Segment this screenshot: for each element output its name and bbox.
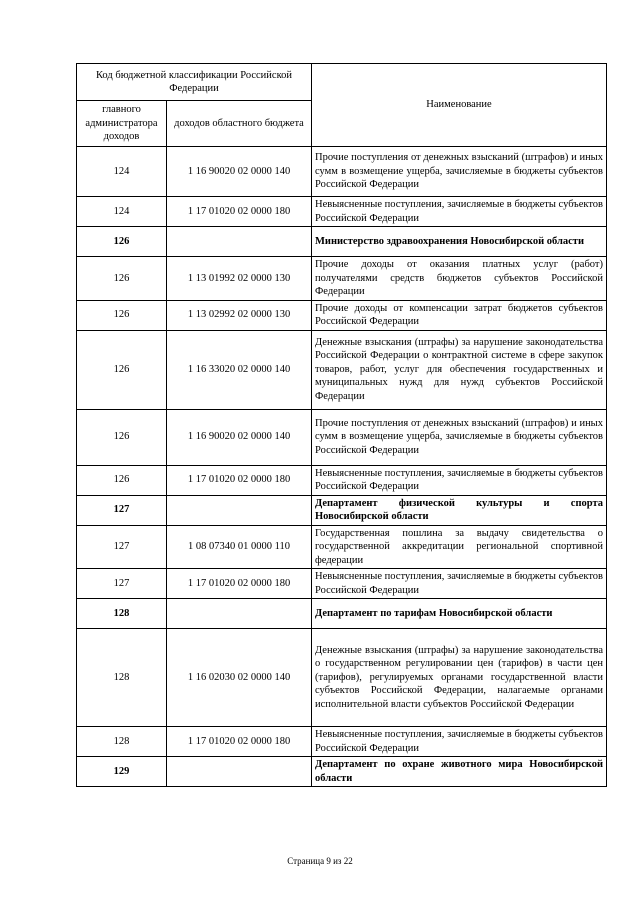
header-name: Наименование bbox=[312, 64, 607, 147]
name-cell: Министерство здравоохранения Новосибирской области bbox=[312, 227, 607, 257]
income-code-cell: 1 17 01020 02 0000 180 bbox=[167, 465, 312, 495]
page-number: Страница 9 из 22 bbox=[287, 856, 353, 866]
income-code-cell: 1 13 02992 02 0000 130 bbox=[167, 300, 312, 330]
admin-code-cell: 128 bbox=[77, 599, 167, 629]
income-code-cell bbox=[167, 495, 312, 525]
admin-code-cell: 126 bbox=[77, 465, 167, 495]
department-row bbox=[77, 599, 607, 629]
table-row bbox=[77, 629, 607, 727]
name-cell: Департамент по тарифам Новосибирской области bbox=[312, 599, 607, 629]
income-code-cell: 1 17 01020 02 0000 180 bbox=[167, 569, 312, 599]
name-cell: Невыясненные поступления, зачисляемые в бюджеты субъектов Российской Федерации bbox=[312, 197, 607, 227]
table-row bbox=[77, 727, 607, 757]
income-code-cell bbox=[167, 757, 312, 787]
name-cell: Департамент физической культуры и спорта Новосибирской области bbox=[312, 495, 607, 525]
department-row bbox=[77, 495, 607, 525]
admin-code-cell: 126 bbox=[77, 227, 167, 257]
name-cell: Прочие доходы от компенсации затрат бюджетов субъектов Российской Федерации bbox=[312, 300, 607, 330]
table-row bbox=[77, 300, 607, 330]
income-code-cell: 1 16 90020 02 0000 140 bbox=[167, 409, 312, 465]
income-code-cell: 1 13 01992 02 0000 130 bbox=[167, 257, 312, 301]
name-cell: Прочие поступления от денежных взысканий (штрафов) и иных сумм в возмещение ущерба, зачисляемые в бюджеты субъектов Российской Федерации bbox=[312, 409, 607, 465]
table-row bbox=[77, 330, 607, 409]
admin-code-cell: 127 bbox=[77, 525, 167, 569]
admin-code-cell: 124 bbox=[77, 197, 167, 227]
header-income-code: доходов областного бюджета bbox=[167, 101, 312, 147]
name-cell: Департамент по охране животного мира Новосибирской области bbox=[312, 757, 607, 787]
table-row bbox=[77, 525, 607, 569]
table-row bbox=[77, 257, 607, 301]
name-cell: Прочие доходы от оказания платных услуг (работ) получателями средств бюджетов субъектов Российской Федерации bbox=[312, 257, 607, 301]
admin-code-cell: 128 bbox=[77, 727, 167, 757]
income-code-cell: 1 16 02030 02 0000 140 bbox=[167, 629, 312, 727]
admin-code-cell: 126 bbox=[77, 330, 167, 409]
table-row bbox=[77, 569, 607, 599]
income-code-cell: 1 17 01020 02 0000 180 bbox=[167, 197, 312, 227]
department-row bbox=[77, 757, 607, 787]
admin-code-cell: 129 bbox=[77, 757, 167, 787]
name-cell: Невыясненные поступления, зачисляемые в бюджеты субъектов Российской Федерации bbox=[312, 569, 607, 599]
income-code-cell: 1 16 90020 02 0000 140 bbox=[167, 147, 312, 197]
admin-code-cell: 128 bbox=[77, 629, 167, 727]
name-cell: Денежные взыскания (штрафы) за нарушение законодательства Российской Федерации о контрактной системе в сфере закупок товаров, работ, услуг для обеспечения государственных и муниципальных нужд для нужд субъектов Российской Федерации bbox=[312, 330, 607, 409]
admin-code-cell: 126 bbox=[77, 409, 167, 465]
name-cell: Невыясненные поступления, зачисляемые в бюджеты субъектов Российской Федерации bbox=[312, 727, 607, 757]
income-code-cell: 1 17 01020 02 0000 180 bbox=[167, 727, 312, 757]
table-row bbox=[77, 465, 607, 495]
department-row bbox=[77, 227, 607, 257]
admin-code-cell: 126 bbox=[77, 300, 167, 330]
name-cell: Денежные взыскания (штрафы) за нарушение законодательства о государственном регулировании цен (тарифов) в части цен (тарифов), регулируемых органами государственной власти субъектов Российской Федерации, налагаемые органами исполнительной власти субъектов Российской Федерации bbox=[312, 629, 607, 727]
income-code-cell bbox=[167, 599, 312, 629]
income-code-cell bbox=[167, 227, 312, 257]
name-cell: Прочие поступления от денежных взысканий (штрафов) и иных сумм в возмещение ущерба, зачисляемые в бюджеты субъектов Российской Федерации bbox=[312, 147, 607, 197]
table-row bbox=[77, 197, 607, 227]
admin-code-cell: 126 bbox=[77, 257, 167, 301]
admin-code-cell: 127 bbox=[77, 495, 167, 525]
admin-code-cell: 124 bbox=[77, 147, 167, 197]
header-admin-code: главного администратора доходов bbox=[77, 101, 167, 147]
income-code-cell: 1 08 07340 01 0000 110 bbox=[167, 525, 312, 569]
admin-code-cell: 127 bbox=[77, 569, 167, 599]
table-body bbox=[77, 147, 607, 787]
budget-classification-table bbox=[76, 63, 607, 787]
name-cell: Государственная пошлина за выдачу свидетельства о государственной аккредитации региональной спортивной федерации bbox=[312, 525, 607, 569]
income-code-cell: 1 16 33020 02 0000 140 bbox=[167, 330, 312, 409]
name-cell: Невыясненные поступления, зачисляемые в бюджеты субъектов Российской Федерации bbox=[312, 465, 607, 495]
header-code-group: Код бюджетной классификации Российской Федерации bbox=[77, 64, 312, 101]
table-row bbox=[77, 409, 607, 465]
table-row bbox=[77, 147, 607, 197]
